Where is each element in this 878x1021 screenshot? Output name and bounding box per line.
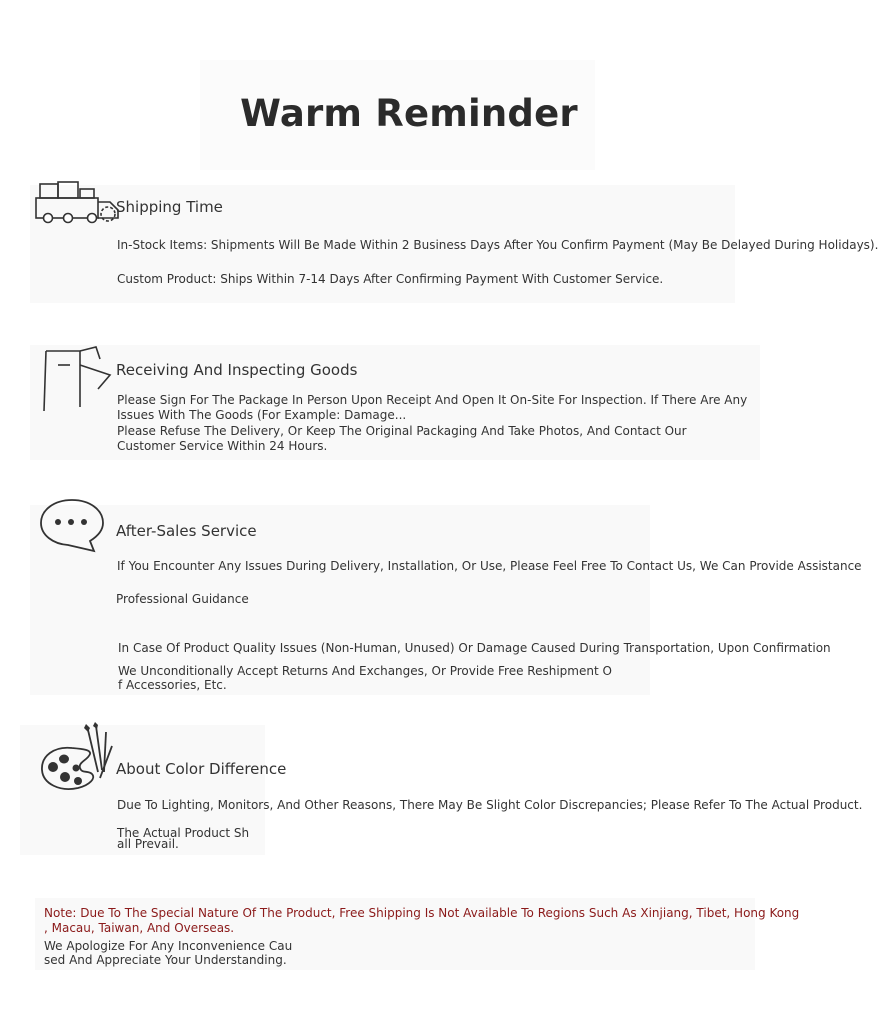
aftersales-line-quality: In Case Of Product Quality Issues (Non-Human, Unused) Or Damage Caused During Transportation, Upon Confirmation (118, 641, 831, 655)
shipping-line-instock: In-Stock Items: Shipments Will Be Made Within 2 Business Days After You Confirm Payment (May Be Delayed During Holidays). (117, 238, 878, 252)
note-line-3: We Apologize For Any Inconvenience Cau (44, 939, 293, 953)
shipping-line-custom: Custom Product: Ships Within 7-14 Days After Confirming Payment With Customer Service. (117, 272, 664, 286)
truck-icon (34, 180, 120, 226)
color-line-prevail-a: The Actual Product Sh (117, 826, 250, 840)
aftersales-heading: After-Sales Service (116, 522, 257, 540)
palette-icon (38, 722, 116, 794)
color-line-prevail-b: all Prevail. (117, 837, 179, 851)
aftersales-line-returns-b: f Accessories, Etc. (118, 678, 227, 692)
chat-bubble-icon (38, 497, 106, 555)
receiving-paragraph-sign: Please Sign For The Package In Person Upon Receipt And Open It On-Site For Inspection. If There Are Any Issues With The Goods (For Example: Damage... (117, 393, 748, 422)
page-title: Warm Reminder (240, 92, 578, 135)
receiving-paragraph-refuse: Please Refuse The Delivery, Or Keep The Original Packaging And Take Photos, And Contact Our Customer Service Within 24 Hours. (117, 424, 687, 453)
aftersales-line-contact: If You Encounter Any Issues During Delivery, Installation, Or Use, Please Feel Free To Contact Us, We Can Provide Assistance (117, 559, 862, 573)
aftersales-line-guidance: Professional Guidance (116, 592, 249, 606)
box-icon (40, 345, 114, 417)
receiving-heading: Receiving And Inspecting Goods (116, 361, 358, 379)
note-line-1: Note: Due To The Special Nature Of The Product, Free Shipping Is Not Available To Regions Such As Xinjiang, Tibet, Hong Kong (44, 906, 800, 920)
note-line-2: , Macau, Taiwan, And Overseas. (44, 921, 235, 935)
note-line-4: sed And Appreciate Your Understanding. (44, 953, 287, 967)
color-heading: About Color Difference (116, 760, 287, 778)
color-line-discrepancy: Due To Lighting, Monitors, And Other Reasons, There May Be Slight Color Discrepancies; Please Refer To The Actual Product. (117, 798, 863, 812)
shipping-heading: Shipping Time (116, 198, 223, 216)
aftersales-line-returns-a: We Unconditionally Accept Returns And Exchanges, Or Provide Free Reshipment O (118, 664, 612, 678)
